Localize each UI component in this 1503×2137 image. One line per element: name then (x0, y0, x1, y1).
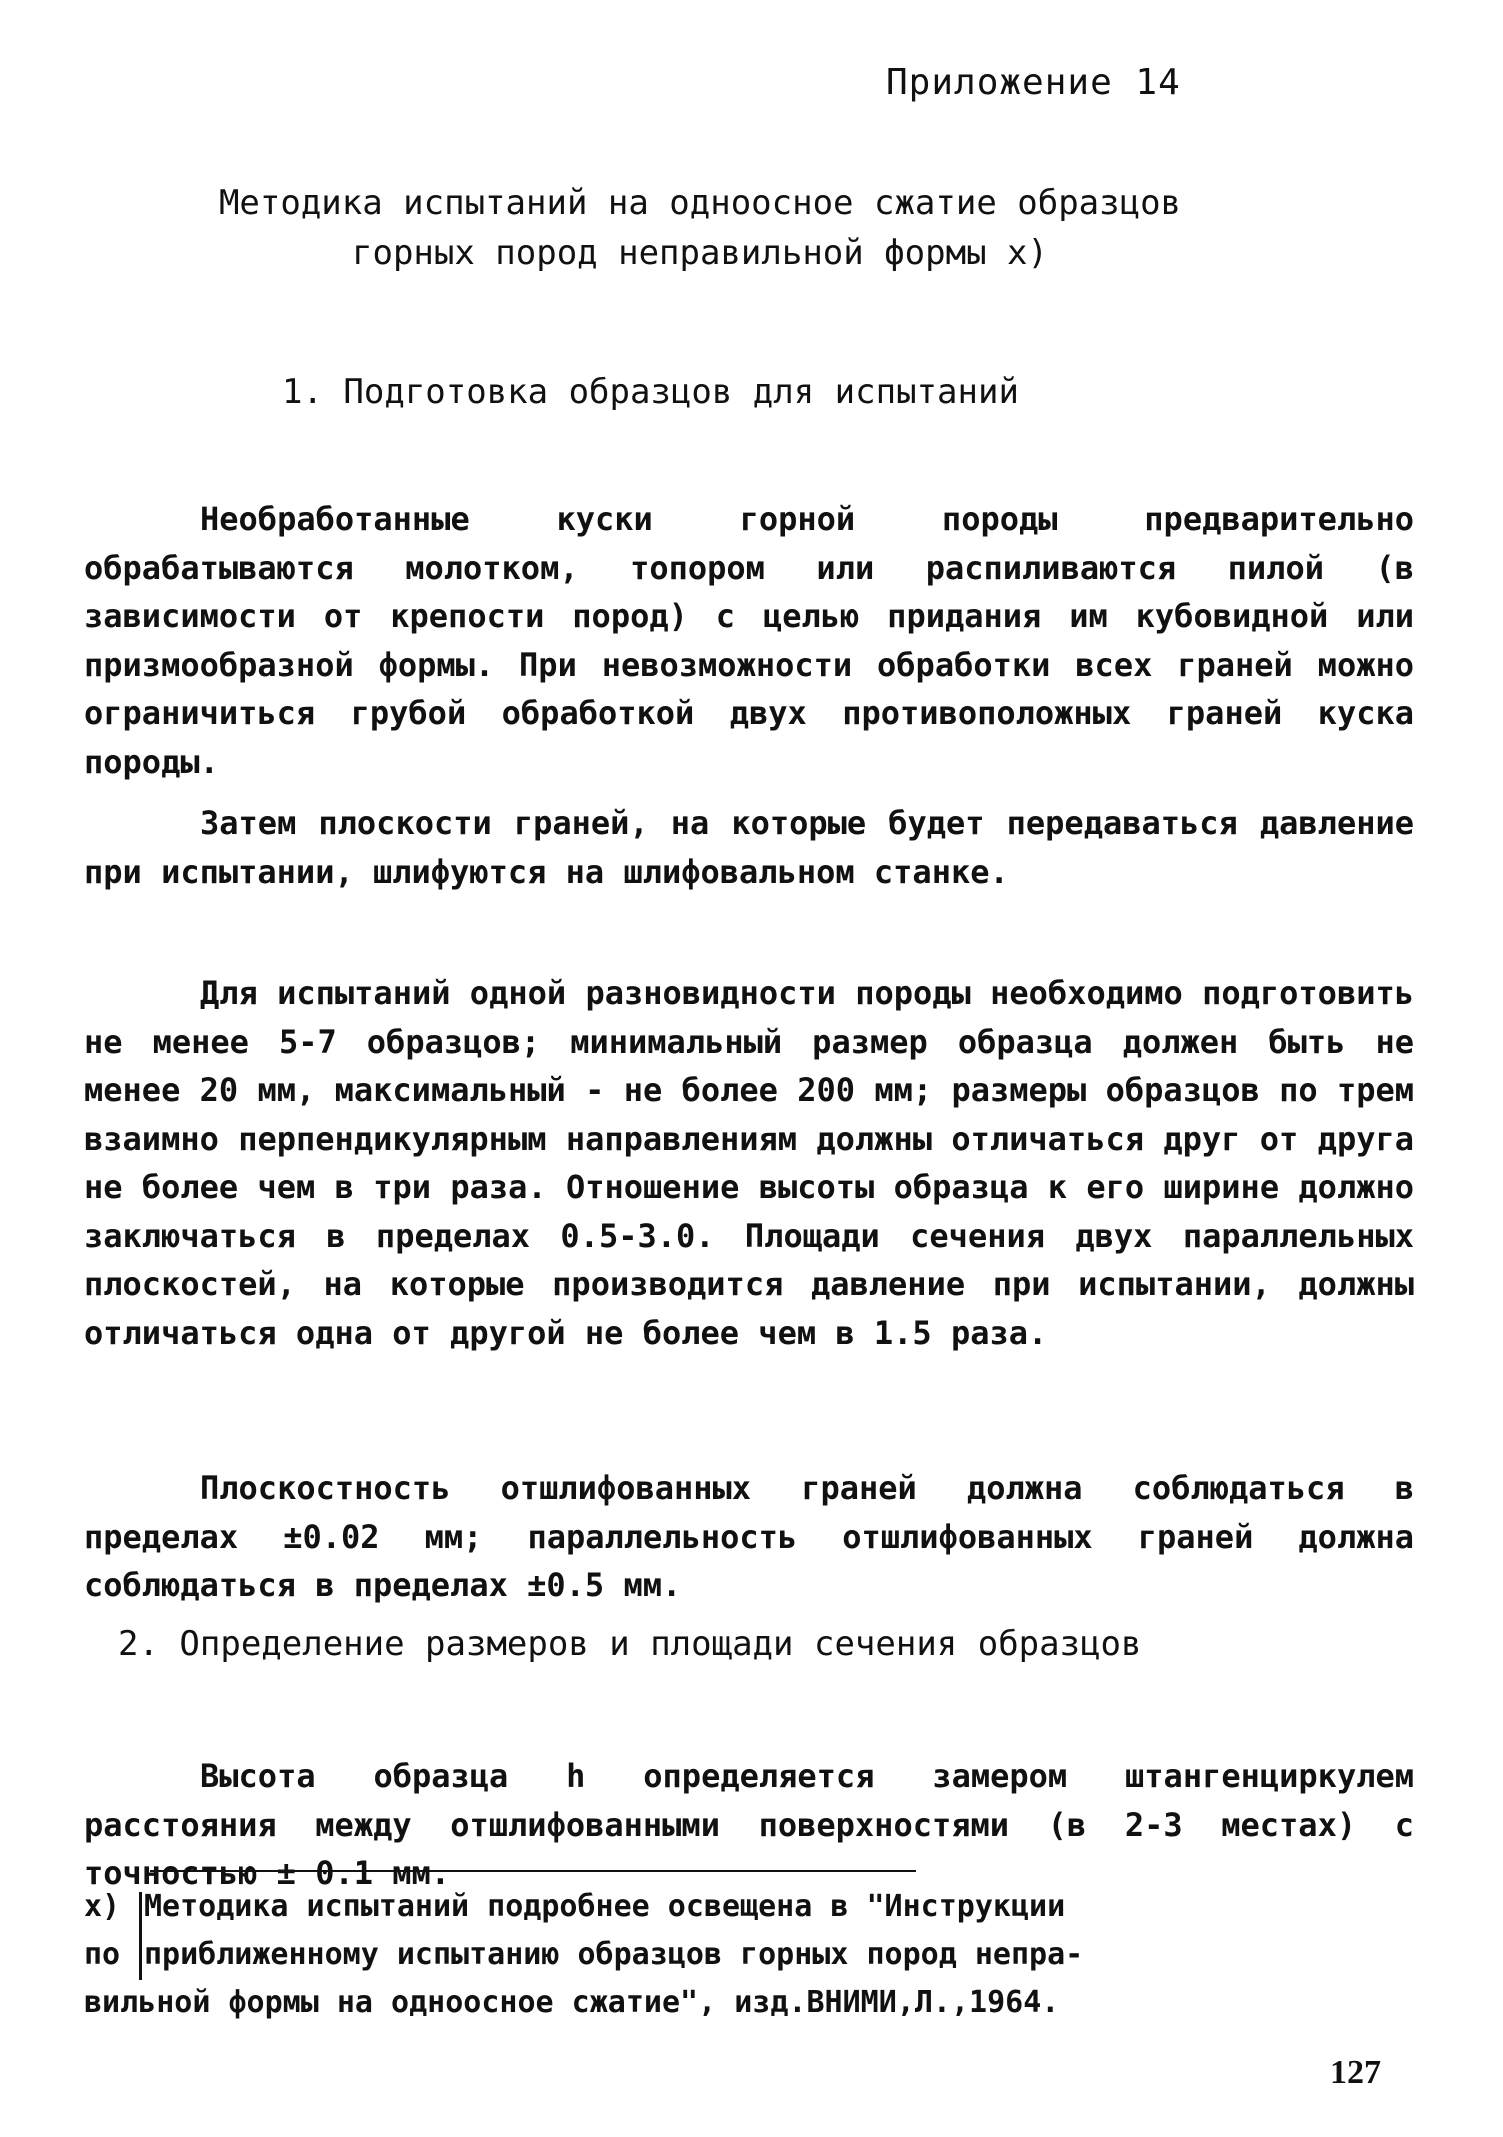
appendix-label: Приложение 14 (886, 62, 1181, 103)
footnote-line-2 (84, 1931, 1414, 1979)
paragraph-flatness-tolerance: Плоскостность отшлифованных граней должна соблюдаться в пределах ±0.02 мм; параллельность отшлифованных граней должна соблюдаться в пределах ±0.5 мм. (84, 1469, 1414, 1604)
paragraph-grinding: Затем плоскости граней, на которые будет передаваться давление при испытании, шлифуются на шлифовальном станке. (84, 804, 1414, 891)
footnote-line-3: вильной формы на одноосное сжатие", изд.ВНИМИ,Л.,1964. (84, 1985, 1060, 2020)
document-title (100, 178, 1300, 278)
title-line-2: горных пород неправильной формы х) (352, 233, 1048, 273)
footnote-line-1 (84, 1883, 1414, 1931)
section-heading-dimensions: 2. Определение размеров и площади сечения образцов (118, 1624, 1142, 1664)
paragraph-sample-requirements: Для испытаний одной разновидности породы необходимо подготовить не менее 5-7 образцов; минимальный размер образца должен быть не менее 20 мм, максимальный - не более 200 мм; размеры образцов по трем взаимно перпендикулярным направлениям должны отличаться друг от друга не более чем в три раза. Отношение высоты образца к его ширине должно заключаться в пределах 0.5-3.0. Площади сечения двух параллельных плоскостей, на которые производится давление при испытании, должны отличаться одна от другой не более чем в 1.5 раза. (84, 974, 1414, 1352)
footnote (84, 1883, 1414, 2027)
footnote-text-1: Методика испытаний подробнее освещена в "Инструкции (144, 1889, 1066, 1924)
footnote-marker: х) (84, 1889, 121, 1924)
paragraph-height-measurement: Высота образца h определяется замером штангенциркулем расстояния между отшлифованными поверхностями (в 2-3 местах) с точностью ± 0.1 мм. (84, 1757, 1414, 1892)
section-heading-preparation: 1. Подготовка образцов для испытаний (282, 372, 1019, 412)
footnote-text-2: приближенному испытанию образцов горных пород непра- (144, 1937, 1084, 1972)
footnote-prefix: по (84, 1937, 121, 1972)
footnote-divider (150, 1870, 916, 1872)
page-number: 127 (1330, 2054, 1381, 2091)
title-line-1: Методика испытаний на одноосное сжатие образцов (218, 183, 1182, 223)
paragraph-rough-processing: Необработанные куски горной породы предварительно обрабатываются молотком, топором или распиливаются пилой (в зависимости от крепости пород) с целью придания им кубовидной или призмообразной формы. При невозможности обработки всех граней можно ограничиться грубой обработкой двух противоположных граней куска породы. (84, 500, 1414, 781)
